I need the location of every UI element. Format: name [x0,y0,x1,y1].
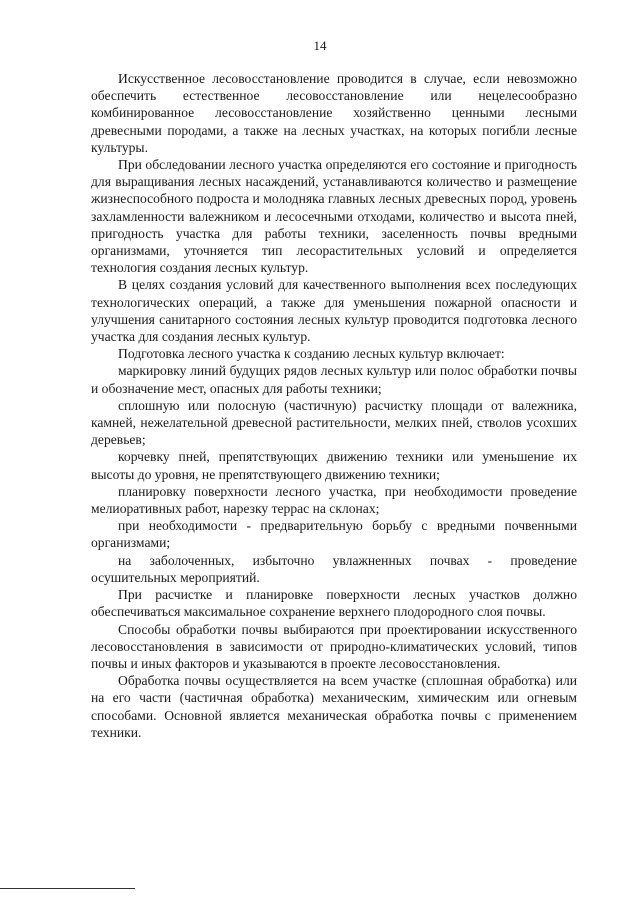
list-item-stump-removal: корчевку пней, препятствующих движению техники или уменьшение их высоты до уровня, не препятствующего движению техники; [91,449,577,482]
paragraph-site-survey: При обследовании лесного участка определяются его состояние и пригодность для выращивания лесных насаждений, устанавливаются количество и размещение жизнеспособного подроста и молодняка главных лесных древесных пород, уровень захламленности валежником и лесосечными отходами, количество и высота пней, пригодность участка для работы техники, заселенность почвы вредными организмами, уточняется тип лесорастительных условий и определяется технология создания лесных культур. [91,157,577,276]
body-text [91,70,577,741]
paragraph-soil-treatment-scope: Обработка почвы осуществляется на всем участке (сплошная обработка) или на его части (частичная обработка) механическим, химическим или огневым способами. Основной является механическая обработка почвы с применением техники. [91,673,577,740]
paragraph-soil-treatment-methods: Способы обработки почвы выбираются при проектировании искусственного лесовосстановления в зависимости от природно-климатических условий, типов почвы и иных факторов и указываются в проекте лесовосстановления. [91,621,577,671]
list-item-pest-control: при необходимости - предварительную борьбу с вредными почвенными организмами; [91,518,577,551]
paragraph-preparation-includes: Подготовка лесного участка к созданию лесных культур включает: [118,346,505,362]
list-item-marking: маркировку линий будущих рядов лесных культур или полос обработки почвы и обозначение мест, опасных для работы техники; [91,363,577,396]
list-item-clearing: сплошную или полосную (частичную) расчистку площади от валежника, камней, нежелательной древесной растительности, мелких пней, стволов усохших деревьев; [91,397,577,448]
list-item-surface-leveling: планировку поверхности лесного участка, при необходимости проведение мелиоративных работ, нарезку террас на склонах; [91,483,577,517]
footer-divider [0,888,135,889]
page-number: 14 [313,38,327,53]
paragraph-artificial-reforestation: Искусственное лесовосстановление проводится в случае, если невозможно обеспечить естественное лесовосстановление или нецелесообразно комбинированное лесовосстановление хозяйственно ценными лесными древесными породами, а также на лесных участках, на которых погибли лесные культуры. [91,71,577,155]
list-item-drainage: на заболоченных, избыточно увлажненных почвах - проведение осушительных мероприятий. [91,552,577,585]
paragraph-topsoil-preservation: При расчистке и планировке поверхности лесных участков должно обеспечиваться максимальное сохранение верхнего плодородного слоя почвы. [91,587,577,620]
paragraph-site-preparation-purpose: В целях создания условий для качественного выполнения всех последующих технологических операций, а также для уменьшения пожарной опасности и улучшения санитарного состояния лесных культур проводится подготовка лесного участка для создания лесных культур. [91,277,577,345]
